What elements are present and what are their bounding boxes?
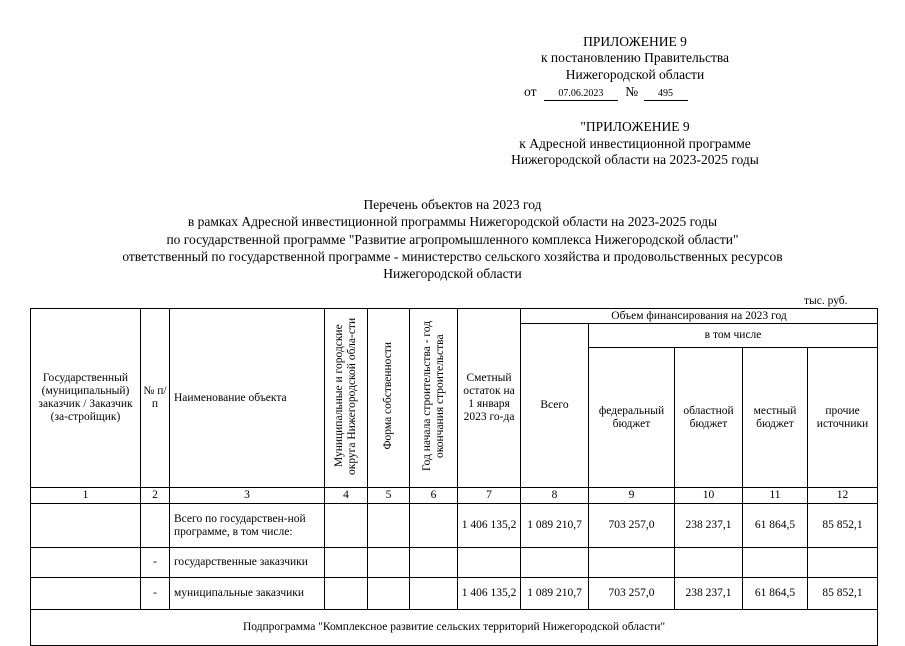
cell-num [141, 504, 170, 548]
header-incl: в том числе [589, 324, 878, 348]
cell-customer [31, 504, 141, 548]
col-number: 3 [170, 488, 325, 504]
cell-other [808, 548, 878, 578]
appendix2-title: "ПРИЛОЖЕНИЕ 9 [580, 119, 690, 134]
header-ownership [368, 309, 410, 488]
col-number: 10 [675, 488, 743, 504]
cell-customer [31, 578, 141, 610]
appendix-line2: к постановлению Правительства [540, 50, 730, 65]
cell-num: - [141, 578, 170, 610]
heading-line2: в рамках Адресной инвестиционной программы Нижегородской области на 2023-2025 годы [187, 214, 718, 229]
objects-table [30, 308, 878, 646]
col-number: 4 [325, 488, 368, 504]
header-federal: федеральный бюджет [589, 348, 675, 488]
from-label: от [524, 84, 537, 99]
header-total: Всего [521, 324, 589, 488]
heading-line3: по государственной программе "Развитие агропромышленного комплекса Нижегородской области" [166, 232, 739, 247]
table-row [31, 548, 878, 578]
cell-years [410, 578, 458, 610]
cell-balance [458, 548, 521, 578]
appendix-line3: Нижегородской области [565, 67, 705, 82]
header-municipal-text: Муниципальные и городские округа Нижегородской обла-сти [333, 317, 358, 475]
heading-line5: Нижегородской области [383, 266, 522, 281]
cell-municipal [325, 578, 368, 610]
cell-other: 85 852,1 [808, 578, 878, 610]
cell-regional: 238 237,1 [675, 578, 743, 610]
heading-line4: ответственный по государственной программе - министерство сельского хозяйства и продовольственных ресурсов [122, 249, 783, 264]
appendix2-line3: Нижегородской области на 2023-2025 годы [511, 152, 759, 167]
cell-municipal [325, 548, 368, 578]
subprogram-row [31, 610, 878, 646]
cell-years [410, 548, 458, 578]
decree-date: 07.06.2023 [544, 88, 618, 101]
header-ownership-text: Форма собственности [382, 342, 394, 450]
cell-federal [589, 548, 675, 578]
cell-name: государственные заказчики [170, 548, 325, 578]
cell-ownership [368, 504, 410, 548]
cell-other: 85 852,1 [808, 504, 878, 548]
cell-local: 61 864,5 [743, 578, 808, 610]
cell-num: - [141, 548, 170, 578]
header-financing: Объем финансирования на 2023 год [521, 309, 878, 324]
cell-municipal [325, 504, 368, 548]
header-years-text: Год начала строительства - год окончания строительства [420, 320, 446, 472]
header-local: местный бюджет [743, 348, 808, 488]
cell-local: 61 864,5 [743, 504, 808, 548]
table-row [31, 578, 878, 610]
header-other: прочие источники [808, 348, 878, 488]
number-label: № [625, 84, 639, 99]
col-number: 5 [368, 488, 410, 504]
cell-balance: 1 406 135,2 [458, 578, 521, 610]
cell-ownership [368, 548, 410, 578]
cell-federal: 703 257,0 [589, 504, 675, 548]
units-label: тыс. руб. [804, 295, 848, 307]
header-customer: Государственный (муниципальный) заказчик / Заказчик (за-стройщик) [31, 309, 141, 488]
col-number: 2 [141, 488, 170, 504]
heading-line1: Перечень объектов на 2023 год [363, 197, 542, 212]
col-number: 8 [521, 488, 589, 504]
cell-balance: 1 406 135,2 [458, 504, 521, 548]
appendix-date-line [524, 84, 688, 101]
header-balance: Сметный остаток на 1 января 2023 го-да [458, 309, 521, 488]
cell-name: муниципальные заказчики [170, 578, 325, 610]
cell-federal: 703 257,0 [589, 578, 675, 610]
header-years [410, 309, 458, 488]
cell-name: Всего по государствен-ной программе, в том числе: [170, 504, 325, 548]
column-numbers-row [31, 488, 878, 504]
cell-years [410, 504, 458, 548]
col-number: 9 [589, 488, 675, 504]
col-number: 11 [743, 488, 808, 504]
header-regional: областной бюджет [675, 348, 743, 488]
col-number: 12 [808, 488, 878, 504]
cell-regional: 238 237,1 [675, 504, 743, 548]
cell-total: 1 089 210,7 [521, 504, 589, 548]
header-name: Наименование объекта [170, 309, 325, 488]
cell-ownership [368, 578, 410, 610]
header-num: № п/п [141, 309, 170, 488]
col-number: 6 [410, 488, 458, 504]
col-number: 1 [31, 488, 141, 504]
cell-regional [675, 548, 743, 578]
cell-local [743, 548, 808, 578]
cell-total [521, 548, 589, 578]
decree-number: 495 [644, 88, 688, 101]
subprogram-title: Подпрограмма "Комплексное развитие сельских территорий Нижегородской области" [31, 610, 878, 646]
cell-customer [31, 548, 141, 578]
appendix2-line2: к Адресной инвестиционной программе [519, 136, 751, 151]
header-municipal [325, 309, 368, 488]
appendix-title: ПРИЛОЖЕНИЕ 9 [583, 34, 687, 49]
col-number: 7 [458, 488, 521, 504]
cell-total: 1 089 210,7 [521, 578, 589, 610]
table-row [31, 504, 878, 548]
